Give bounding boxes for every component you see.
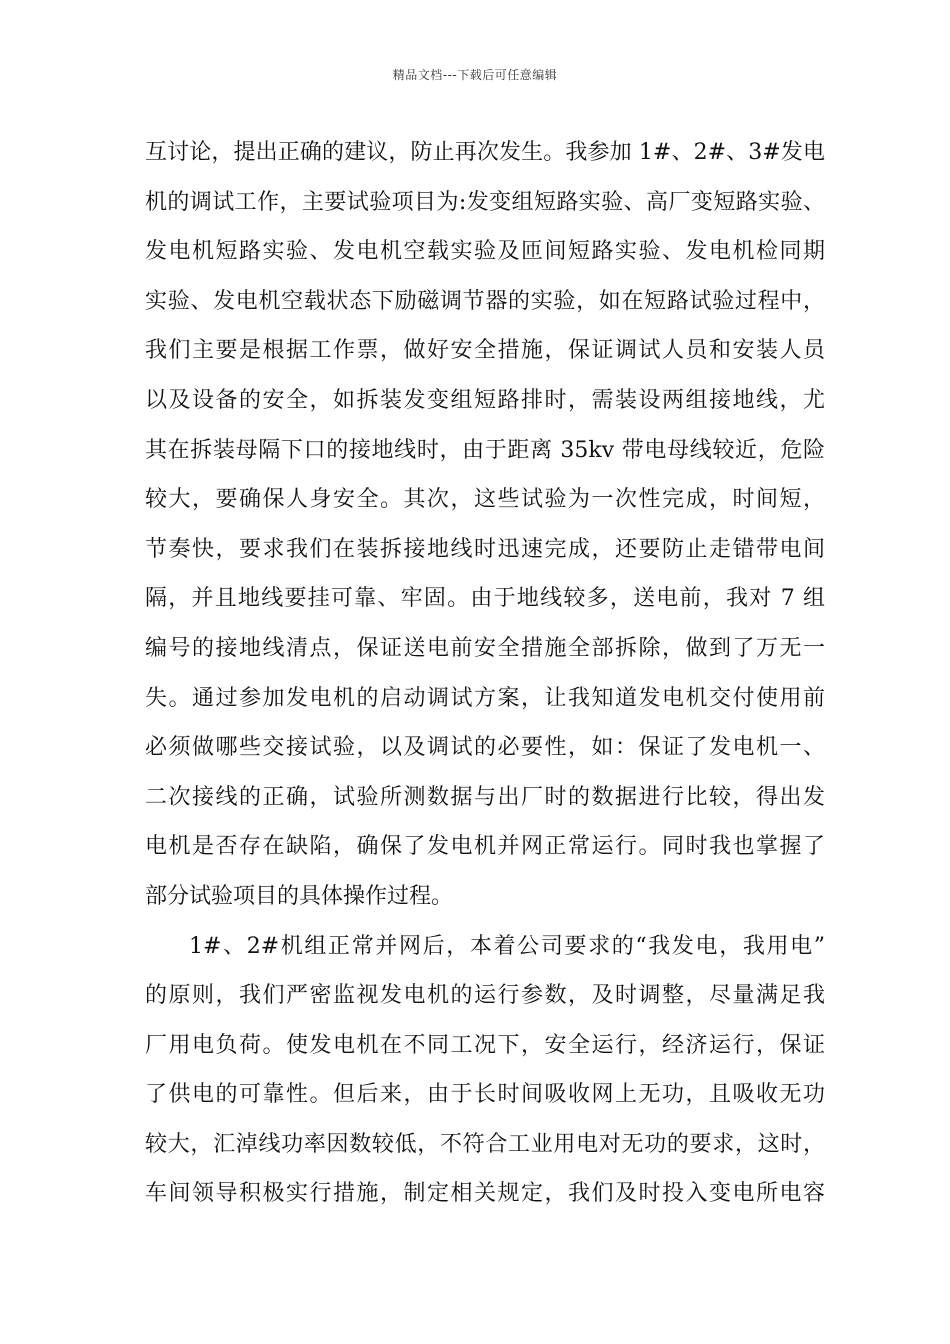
text-line: 厂用电负荷。使发电机在不同工况下，安全运行，经济运行，保证 bbox=[145, 1032, 825, 1058]
text-line: 隔，并且地线要挂可靠、牢固。由于地线较多，送电前，我对 7 组 bbox=[145, 586, 825, 612]
text-line: 1#、2#机组正常并网后，本着公司要求的“我发电，我用电” bbox=[189, 933, 825, 959]
paragraph-2 bbox=[145, 922, 825, 1220]
text-line: 较大，要确保人身安全。其次，这些试验为一次性完成，时间短， bbox=[145, 487, 825, 513]
text-line: 车间领导积极实行措施，制定相关规定，我们及时投入变电所电容 bbox=[145, 1181, 825, 1207]
text-line: 的原则，我们严密监视发电机的运行参数，及时调整，尽量满足我 bbox=[145, 983, 825, 1009]
text-line: 机的调试工作，主要试验项目为:发变组短路实验、高厂变短路实验、 bbox=[145, 189, 825, 215]
paragraph-1 bbox=[145, 128, 825, 922]
text-line: 互讨论，提出正确的建议，防止再次发生。我参加 1#、2#、3#发电 bbox=[145, 140, 825, 165]
text-line: 了供电的可靠性。但后来，由于长时间吸收网上无功，且吸收无功 bbox=[145, 1082, 825, 1108]
document-body bbox=[145, 128, 825, 1219]
text-line: 节奏快，要求我们在装拆接地线时迅速完成，还要防止走错带电间 bbox=[145, 536, 825, 562]
text-line: 较大，汇淖线功率因数较低，不符合工业用电对无功的要求，这时， bbox=[145, 1131, 825, 1157]
text-line: 部分试验项目的具体操作过程。 bbox=[145, 883, 454, 909]
text-line: 我们主要是根据工作票，做好安全措施，保证调试人员和安装人员 bbox=[145, 338, 825, 364]
text-line: 必须做哪些交接试验，以及调试的必要性，如：保证了发电机一、 bbox=[145, 735, 825, 761]
page-header: 精品文档---下载后可任意编辑 bbox=[392, 68, 558, 82]
text-line: 失。通过参加发电机的启动调试方案，让我知道发电机交付使用前 bbox=[145, 685, 825, 711]
text-line: 实验、发电机空载状态下励磁调节器的实验，如在短路试验过程中， bbox=[145, 288, 825, 314]
text-line: 编号的接地线清点，保证送电前安全措施全部拆除，做到了万无一 bbox=[145, 635, 825, 661]
text-line: 电机是否存在缺陷，确保了发电机并网正常运行。同时我也掌握了 bbox=[145, 834, 825, 860]
text-line: 发电机短路实验、发电机空载实验及匝间短路实验、发电机检同期 bbox=[145, 239, 825, 265]
text-line: 以及设备的安全，如拆装发变组短路排时，需装设两组接地线，尤 bbox=[145, 387, 825, 413]
text-line: 二次接线的正确，试验所测数据与出厂时的数据进行比较，得出发 bbox=[145, 784, 825, 810]
text-line: 其在拆装母隔下口的接地线时，由于距离 35kv 带电母线较近，危险 bbox=[145, 437, 825, 463]
